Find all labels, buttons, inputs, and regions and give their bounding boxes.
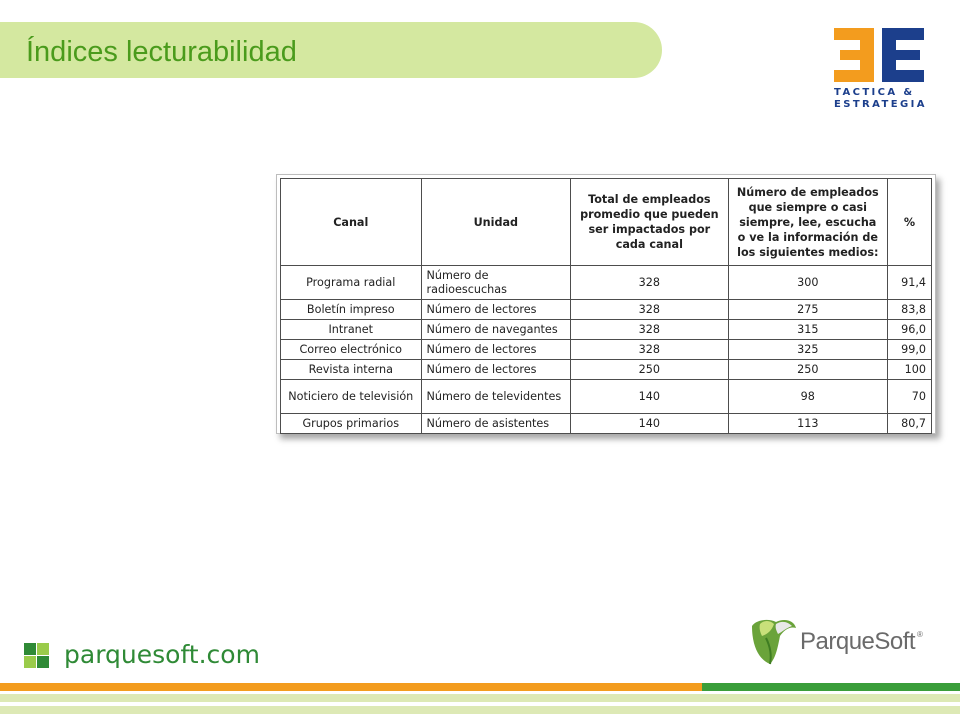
cell-numero: 113 <box>728 414 887 434</box>
readability-table <box>280 178 932 434</box>
cell-unidad: Número de navegantes <box>421 320 571 340</box>
cell-numero: 275 <box>728 300 887 320</box>
cell-canal: Grupos primarios <box>281 414 422 434</box>
cell-pct: 96,0 <box>888 320 932 340</box>
logo-text-tactica: TACTICA & <box>834 87 915 98</box>
cell-pct: 70 <box>888 380 932 414</box>
cell-total: 250 <box>571 360 728 380</box>
readability-table-image <box>276 174 936 434</box>
footer-bar-lime-top <box>0 694 960 702</box>
cell-unidad: Número de asistentes <box>421 414 571 434</box>
footer-bar-green <box>702 683 960 691</box>
cell-total: 328 <box>571 266 728 300</box>
cell-numero: 250 <box>728 360 887 380</box>
table-header-row <box>281 179 932 266</box>
cell-total: 140 <box>571 414 728 434</box>
table-row <box>281 266 932 300</box>
cell-total: 140 <box>571 380 728 414</box>
cell-total: 328 <box>571 320 728 340</box>
registered-mark: ® <box>917 630 923 639</box>
header-total: Total de empleados promedio que pueden ser impactados por cada canal <box>571 179 728 266</box>
cell-unidad: Número de radioescuchas <box>421 266 571 300</box>
cell-unidad: Número de lectores <box>421 340 571 360</box>
cell-unidad: Número de lectores <box>421 300 571 320</box>
logo-text-estrategia: ESTRATEGIA <box>834 99 927 110</box>
cell-canal: Revista interna <box>281 360 422 380</box>
cell-numero: 315 <box>728 320 887 340</box>
parquesoft-squares-icon <box>24 643 50 669</box>
cell-total: 328 <box>571 300 728 320</box>
footer-url: parquesoft.com <box>64 640 260 669</box>
cell-numero: 98 <box>728 380 887 414</box>
header-numero: Número de empleados que siempre o casi siempre, lee, escucha o ve la información de los siguientes medios: <box>728 179 887 266</box>
table-row <box>281 360 932 380</box>
table-row <box>281 414 932 434</box>
cell-numero: 300 <box>728 266 887 300</box>
cell-total: 328 <box>571 340 728 360</box>
cell-pct: 80,7 <box>888 414 932 434</box>
page-title: Índices lecturabilidad <box>26 36 297 68</box>
parquesoft-leaf-icon <box>746 616 800 668</box>
table-row <box>281 320 932 340</box>
cell-pct: 100 <box>888 360 932 380</box>
table-row <box>281 380 932 414</box>
table-row <box>281 340 932 360</box>
cell-pct: 91,4 <box>888 266 932 300</box>
header-unidad: Unidad <box>421 179 571 266</box>
footer-bar-orange <box>0 683 702 691</box>
cell-canal: Correo electrónico <box>281 340 422 360</box>
cell-canal: Programa radial <box>281 266 422 300</box>
cell-canal: Intranet <box>281 320 422 340</box>
footer-bar-lime-bottom <box>0 706 960 714</box>
cell-canal: Boletín impreso <box>281 300 422 320</box>
table-row <box>281 300 932 320</box>
header-canal: Canal <box>281 179 422 266</box>
header-pct: % <box>888 179 932 266</box>
cell-canal: Noticiero de televisión <box>281 380 422 414</box>
cell-unidad: Número de lectores <box>421 360 571 380</box>
cell-numero: 325 <box>728 340 887 360</box>
parquesoft-brand: ParqueSoft <box>800 628 916 655</box>
cell-pct: 83,8 <box>888 300 932 320</box>
cell-unidad: Número de televidentes <box>421 380 571 414</box>
cell-pct: 99,0 <box>888 340 932 360</box>
